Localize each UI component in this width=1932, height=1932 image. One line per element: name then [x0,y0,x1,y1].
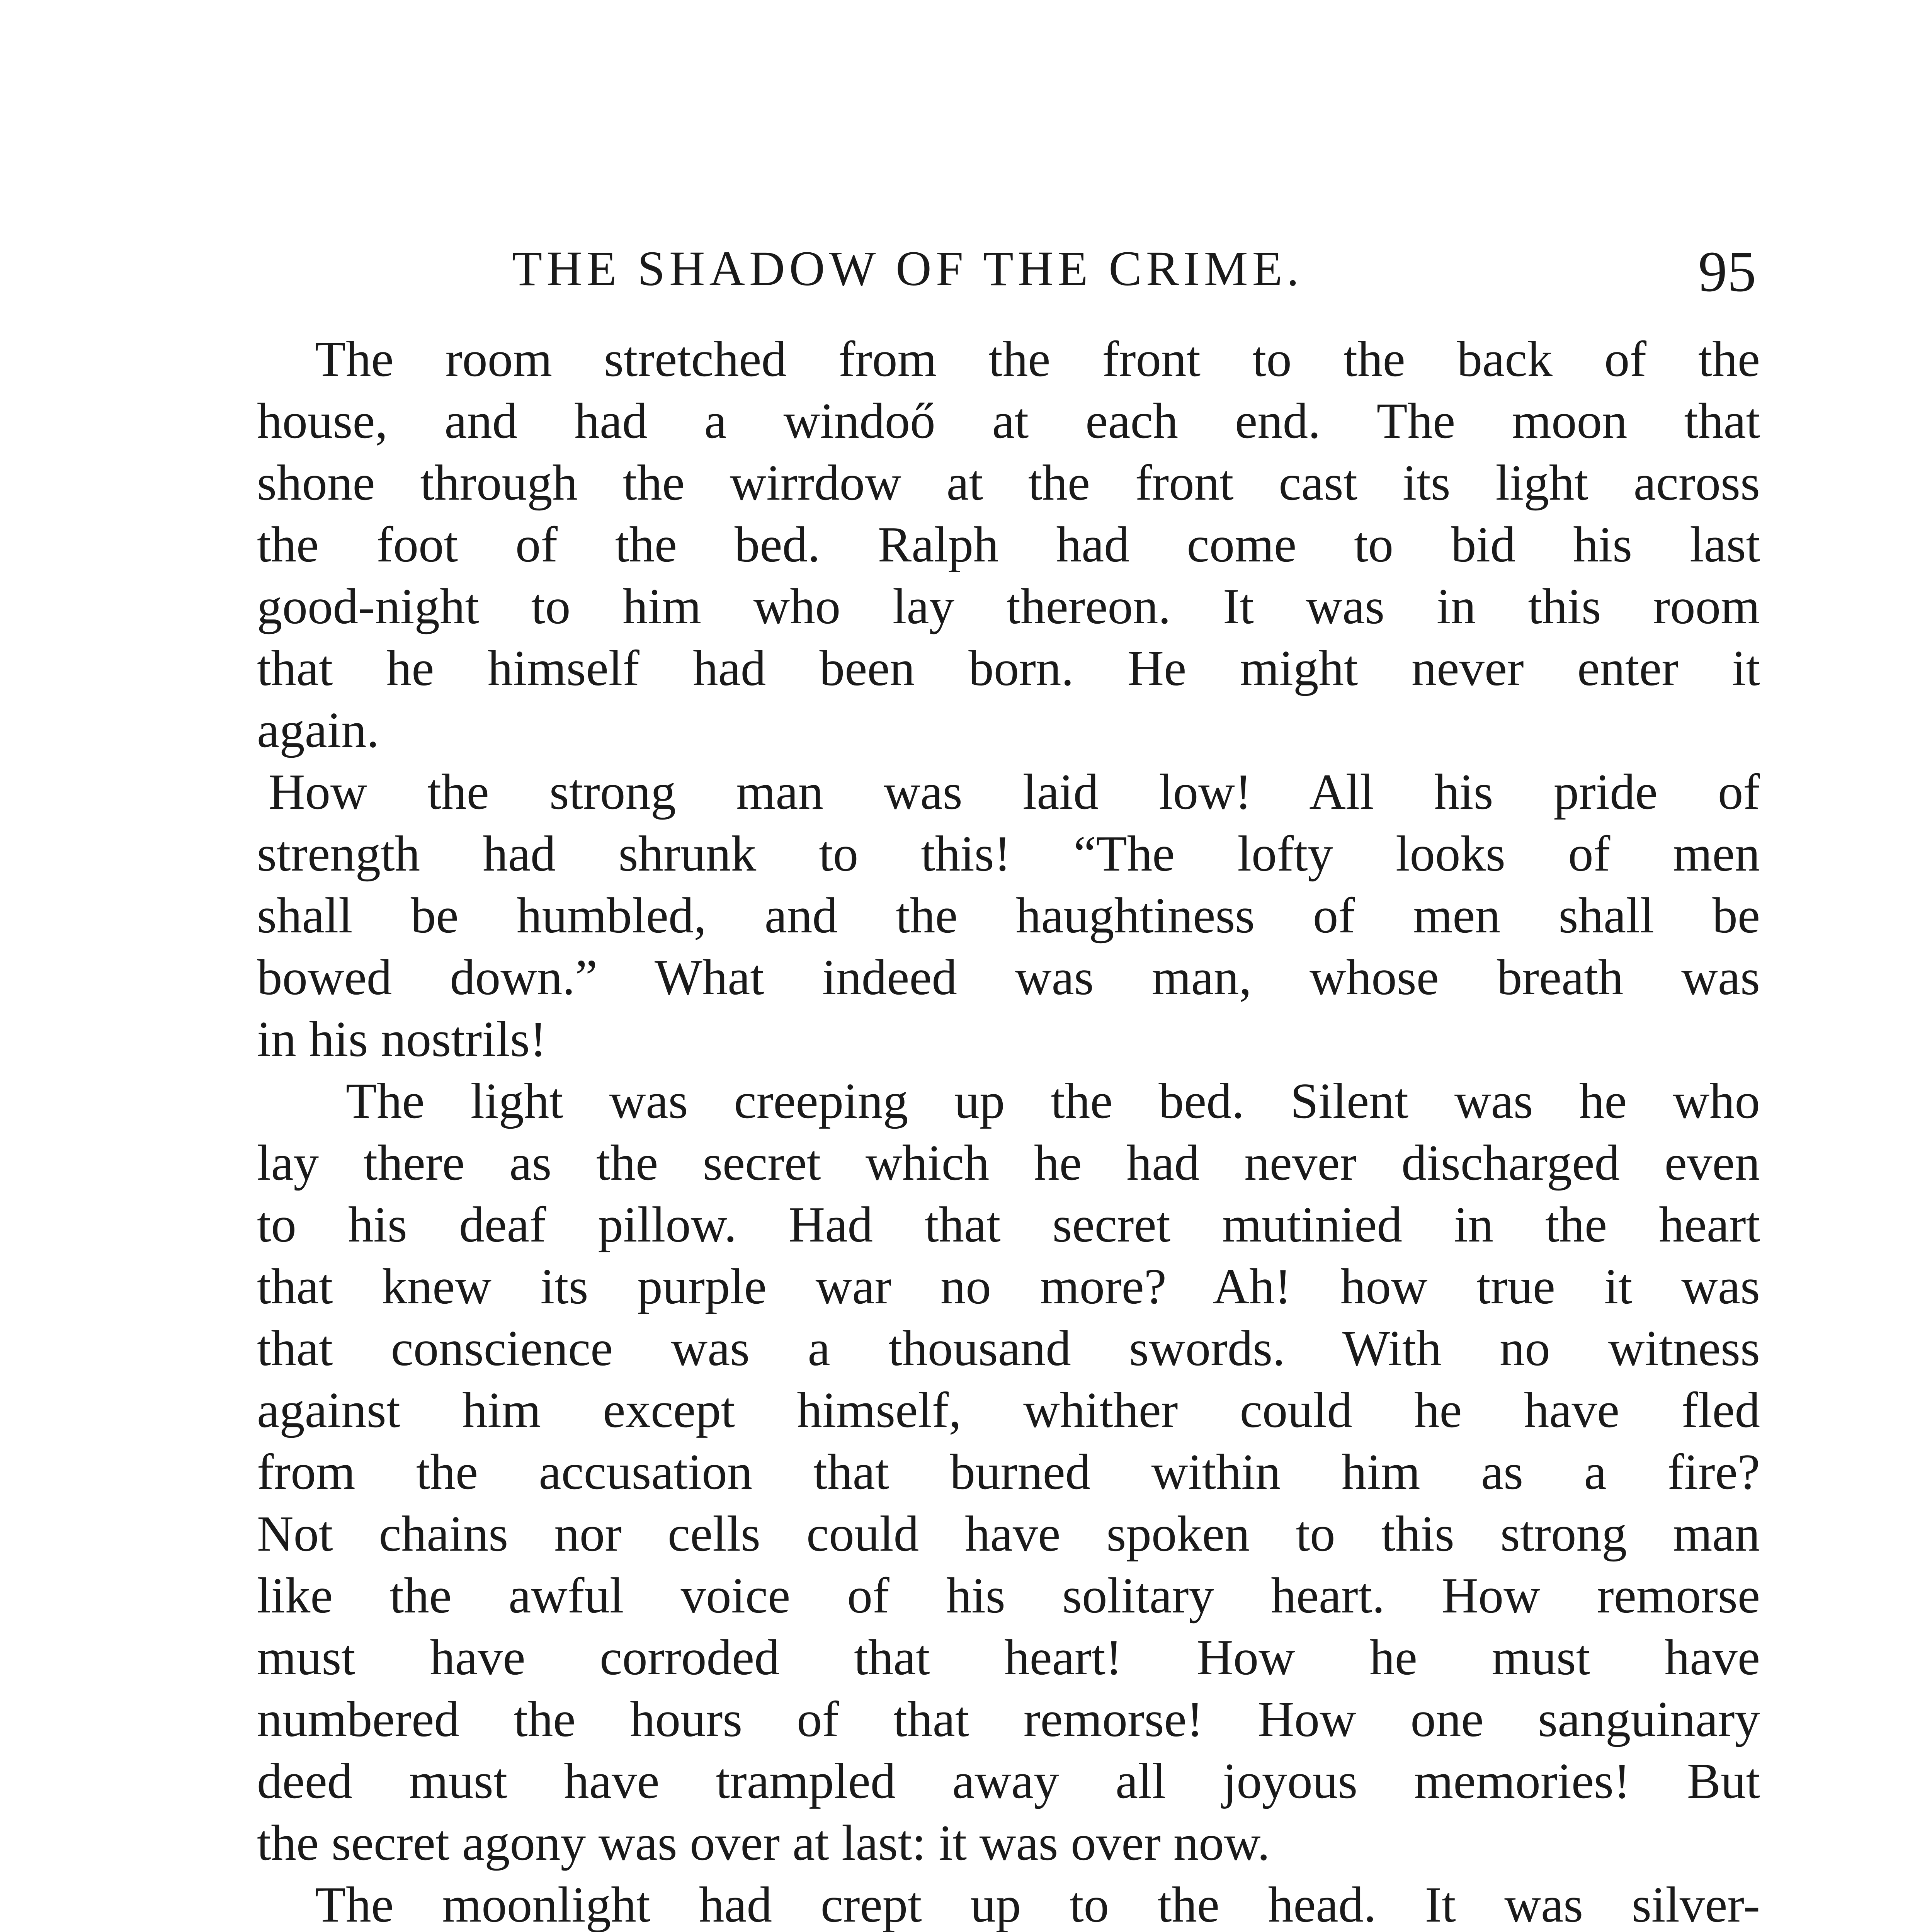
text-line: The room stretched from the front to the back of the [315,331,1760,387]
text-line: the foot of the bed. Ralph had come to bid his last [257,517,1760,573]
text-line: good-night to him who lay thereon. It was in this room [257,578,1760,634]
text-line: numbered the hours of that remorse! How one sanguinary [257,1691,1760,1747]
text-line: deed must have trampled away all joyous memories! But [257,1753,1760,1809]
text-line: The light was creeping up the bed. Silent was he who [346,1073,1760,1129]
text-line: that knew its purple war no more? Ah! how true it was [257,1259,1760,1315]
text-line: How the strong man was laid low! All his pride of [269,764,1760,820]
running-head [257,232,1760,305]
text-line: Not chains nor cells could have spoken to this strong man [257,1506,1760,1562]
text-line: like the awful voice of his solitary heart. How remorse [257,1568,1760,1624]
text-line: in his nostrils! [257,1011,547,1067]
page-number: 95 [1698,240,1756,304]
paragraph [257,328,1760,761]
running-title: THE SHADOW OF THE CRIME. [512,241,1303,296]
text-line: the secret agony was over at last: it was over now. [257,1815,1270,1871]
text-line: that he himself had been born. He might never enter it [257,640,1760,696]
text-line: strength had shrunk to this! “The lofty looks of men [257,826,1760,882]
text-line: that conscience was a thousand swords. With no witness [257,1320,1760,1376]
text-line: to his deaf pillow. Had that secret mutinied in the heart [257,1197,1760,1253]
text-line: The moonlight had crept up to the head. It was silver- [315,1877,1760,1932]
text-line: lay there as the secret which he had never discharged even [257,1135,1760,1191]
body-text [257,328,1760,1932]
text-line: again. [257,702,379,758]
text-line: house, and had a windoő at each end. The moon that [257,393,1760,449]
text-line: shone through the wirrdow at the front cast its light across [257,455,1760,511]
paragraph [257,1874,1760,1932]
text-line: shall be humbled, and the haughtiness of men shall be [257,888,1760,944]
text-line: bowed down.” What indeed was man, whose breath was [257,949,1760,1005]
text-line: must have corroded that heart! How he must have [257,1629,1760,1685]
text-line: against him except himself, whither could he have fled [257,1382,1760,1438]
paragraph [257,761,1760,1070]
text-line: from the accusation that burned within him as a fire? [257,1444,1760,1500]
paragraph [257,1070,1760,1874]
